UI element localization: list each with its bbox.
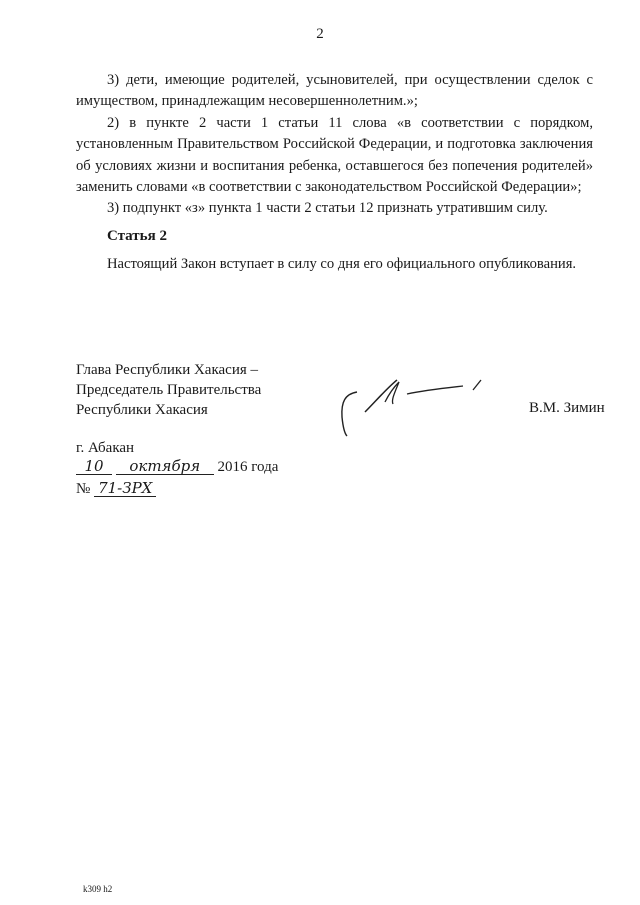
amendment-list <box>76 70 593 220</box>
signatory-title-line: Глава Республики Хакасия – <box>76 362 259 378</box>
law-number-prefix: № <box>76 481 91 497</box>
signatory-title-line: Председатель Правительства <box>76 382 262 398</box>
article-heading: Статья 2 <box>107 228 167 244</box>
footer-code: k309 h2 <box>83 884 113 894</box>
handwritten-signature <box>335 372 495 442</box>
signing-date <box>76 458 278 476</box>
law-number-value: 71-ЗРХ <box>94 480 156 497</box>
place: г. Абакан <box>76 440 135 456</box>
amendment-paragraph: 3) дети, имеющие родителей, усыновителей, при осуществлении сделок с имуществом, принадлежащим несовершеннолетним.»; <box>76 72 593 110</box>
signatory-title <box>76 360 261 420</box>
date-month: октября <box>116 458 214 475</box>
law-number <box>76 480 156 498</box>
page-number: 2 <box>316 26 324 42</box>
signatory-title-line: Республики Хакасия <box>76 402 208 418</box>
date-year: 2016 года <box>217 459 279 475</box>
date-day: 10 <box>76 458 112 475</box>
amendment-paragraph: 3) подпункт «з» пункта 1 части 2 статьи 12 признать утратившим силу. <box>107 200 548 217</box>
amendment-paragraph: 2) в пункте 2 части 1 статьи 11 слова «в соответствии с порядком, установленным Правительством Российской Федерации, и подготовка заключения об условиях жизни и воспитания ребенка, оставшегося без попечения родителей» заменить словами «в соответствии с законодательством Российской Федерации»; <box>76 114 593 196</box>
signatory-name: В.М. Зимин <box>529 400 605 416</box>
article-text: Настоящий Закон вступает в силу со дня его официального опубликования. <box>107 256 577 272</box>
